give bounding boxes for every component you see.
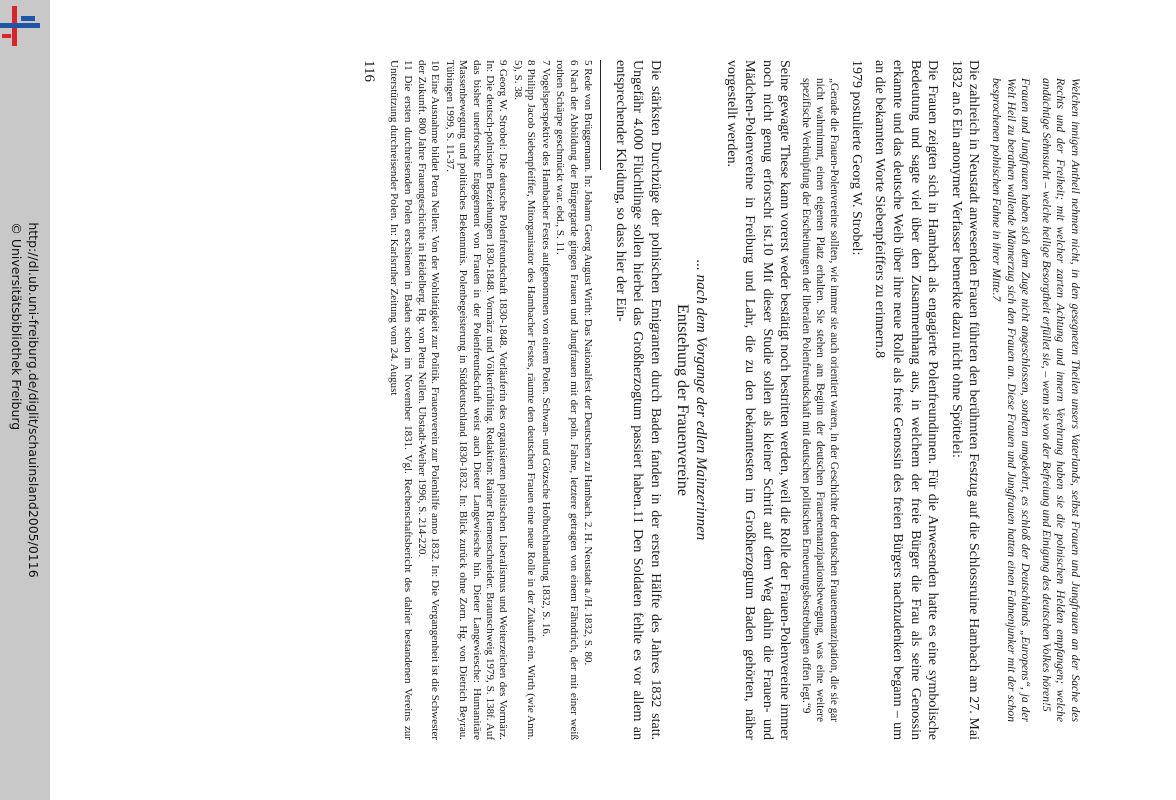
quote-block: „Gerade die Frauen-Polenvereine sollten, wie immer sie auch orientiert waren, in der Geschichte der deutschen Frauenemanzipation, die sie gar nicht wahrnimmt, einen eigenen Platz erhalten. Sie stehen am Beginn der deutschen Frauenemanzipationsbewegung, was eine weitere spezifische Verknüpfung der Erscheinungen der liberalen Polenfreundschaft mit deutschen politischen Erneuerungsbestrebungen offen legt.“9 — [800, 78, 841, 722]
paragraph: Die zahlreich in Neustadt anwesenden Frauen führten den berühmten Festzug auf die Schlossruine Hambach am 27. Mai 1832 an.6 Ein anonymer Verfasser bemerkte dazu nicht ohne Spöttelei: — [948, 60, 982, 740]
viewer-sidebar — [0, 0, 50, 800]
footnote: 11 Die ersten durchreisenden Polen erschienen in Baden schon im November 1831. Vgl. Rechenschaftsbericht des dahier bestandenen Vereins zur Unterstützung durchreisender Polen. In: Karlsruher Zeitung vom 24. August — [388, 60, 414, 740]
footnote: 8 Philipp Jacob Siebenpfeiffer, Mitorganisator des Hambacher Festes, räumte den deutschen Frauen eine neue Rolle in der Zukunft ein. Wirth (wie Anm. 5), S. 38. — [511, 60, 538, 740]
paragraph: Seine gewagte These kann vorerst weder bestätigt noch bestritten werden, weil die Rolle der Frauen-Polenvereine immer noch nicht genug erforscht ist.10 Mit dieser Studie sollen als kleiner Schritt auf dem Weg dahin die Frauen- und Mädchen-Polenvereine in Freiburg und Lahr, die zu den bekanntesten im Großherzogtum Baden gehörten, näher vorgestellt werden. — [724, 60, 793, 740]
sidebar-citation — [8, 222, 42, 577]
document-viewport[interactable] — [52, 0, 1176, 800]
body-text — [723, 60, 1082, 740]
section-heading — [674, 60, 709, 740]
paragraph: Die stärksten Durchzüge der polnischen Emigranten durch Baden fanden in der ersten Hälfte des Jahres 1832 statt. Ungefähr 4.000 Flüchtlinge sollen hierbei das Großherzogtum passiert haben.11 Den Soldaten fehlte es vor allem an entsprechender Kleidung, so dass hier der Ein- — [612, 60, 663, 740]
quote-block: Welchen innigen Antheil nehmen nicht, in den gesegneten Theilen unsers Vaterlands, selbst Frauen und Jungfrauen an der Sache des Rechts und der Freiheit; mit welcher zarten Achtung und innern Verehrung haben sie die polnischen Helden empfangen; welche andächtige Sehnsucht – welche heilige Besorgtheit erfüllet sie, – wenn sie von der Befreiung und Einigung des deutschen Volkes hören!5 — [1039, 78, 1082, 722]
library-logo-icon — [0, 4, 50, 48]
paragraph: Die Frauen zeigten sich in Hambach als engagierte Polenfreundinnen. Für die Anwesenden hatte es eine symbolische Bedeutung und sagte viel über den Zusammenhang aus, in welchem der freie Bürger die Frau als seine Genossin erkannte und das deutsche Weib über ihre neue Rolle als freie Genossin des freien Bürgers nachzudenken begann – um an die bekannten Worte Siebenpfeiffers zu erinnern.8 — [872, 60, 941, 740]
section-heading-title: Entstehung der Frauenvereine — [674, 304, 692, 496]
footnote: 7 Vogelsperspektive des Hambacher Festes aufgenommen von einem Polen. Schwan- und Götzsche Hofbuchhandlung 1832, S. 16. — [539, 60, 552, 637]
document-page — [114, 20, 1114, 780]
paragraph: 1979 postulierte Georg W. Strobel: — [848, 60, 864, 256]
document-url-link[interactable]: http://dl.ub.uni-freiburg.de/diglit/schauinsland2005/0116 — [26, 222, 41, 578]
footnote-divider — [600, 60, 601, 170]
footnote: 10 Eine Ausnahme bildet Petra Nellen: Von der Wohltätigkeit zur Politik. Frauenverein zur Polenhilfe anno 1832. In: Die Vergangenheit ist die Schwester der Zukunft. 800 Jahre Frauengeschichte in Heidelberg. Hg. von Petra Nellen. Ubstadt-Weiher 1996, S. 214-220. — [416, 60, 442, 740]
footnote: 9 Georg W. Strobel: Die deutsche Polenfreundschaft 1830-1848. Vorläuferin des organisierten politischen Liberalismus und Weiterzeichen des Vormärz. In: Die deutsch-polnischen Beziehungen 1830-1848. Vormärz und Völkerfrühling. Redaktion: Rainer Riemenschneider. Braunschweig 1979, S. 138f. Auf das bisher unerforschte Engagement von Frauen in der Polenfreundschaft weist auch Dieter Langewiesche hin. Dieter Langewiesche: Humanitäre Massenbewegung und politisches Bekenntnis. Polenbegeisterung in Süddeutschland 1830-1832. In: Blick zurück ohne Zorn. Hg. von Dietrich Beyrau. Tübingen 1999, S. 11-37. — [443, 60, 510, 740]
footnote: 5 Rede von Brüggemann. In: Johann Georg August Wirth: Das Nationalfest der Deutschen zu Hambach. 2. H. Neustadt a./H. 1832, S. 80. — [581, 60, 594, 666]
footnotes — [387, 60, 594, 740]
copyright-text: © Universitätsbibliothek Freiburg — [9, 222, 24, 431]
footnote: 6 Nach der Abbildung der Bürgergarde gingen Frauen und Jungfrauen mit der poln. Fahne, letztere getragen von einem Fähndrich, der mit einer weiß rothen Schärpe geschmückt war. ebd., S. 11. — [554, 60, 580, 740]
section-heading-italic: ... nach dem Vorgange der edlen Mainzerinnen — [692, 259, 709, 541]
quote-block: Frauen und Jungfrauen haben sich dem Zuge nicht angeschlossen, sondern umgekehrt, es schloß der Deutschlands „Europens“, ja der Welt Heil zu berathen wallende Männerzug sich den Frauen an. Diese Frauen und Jungfrauen hatten einen Fahnenjunker mit der schon besprochenen polnischen Fahne in ihrer Mitte.7 — [990, 78, 1033, 722]
page-number: 116 — [360, 60, 377, 82]
